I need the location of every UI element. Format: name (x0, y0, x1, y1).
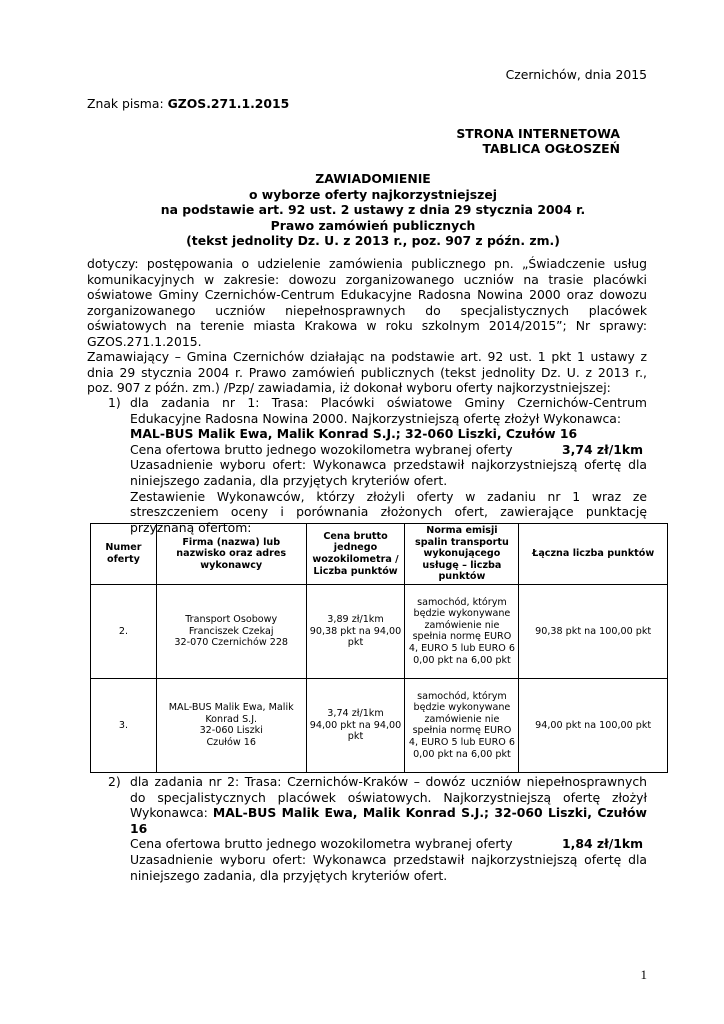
offer-total: 90,38 pkt na 100,00 pkt (519, 584, 668, 678)
document-title (87, 171, 659, 249)
norm-description: samochód, którym będzie wykonywane zamówienie nie spełnia normę EURO 4, EURO 5 lub EURO 6 (408, 690, 515, 749)
item-2-price-value: 1,84 zł/1km (562, 836, 643, 852)
reference-value: GZOS.271.1.2015 (167, 96, 290, 111)
offer-emission-norm (405, 678, 519, 772)
price-points: 90,38 pkt na 94,00 pkt (309, 625, 402, 649)
intro-paragraph: Zamawiający – Gmina Czernichów działając na podstawie art. 92 ust. 1 pkt 1 ustawy z dnia 29 stycznia 2004 r. Prawo zamówień publicznych (tekst jednolity Dz. U. z 2013 r., poz. 907 z późn. zm.) /Pzp/ zawiadamia, iż dokonał wyboru oferty najkorzystniejszej: (87, 349, 647, 396)
item-1-winner: MAL-BUS Malik Ewa, Malik Konrad S.J.; 32-060 Liszki, Czułów 16 (130, 426, 578, 442)
offer-total: 94,00 pkt na 100,00 pkt (519, 678, 668, 772)
item-1-justification: Uzasadnienie wyboru ofert: Wykonawca przedstawił najkorzystniejszą ofertę dla niniejszego zadania, dla przyjętych kryteriów ofert. (130, 457, 647, 488)
reference-label: Znak pisma: (87, 96, 168, 111)
title-line-3: na podstawie art. 92 ust. 2 ustawy z dnia 29 stycznia 2004 r. (160, 202, 586, 218)
page-number: 1 (640, 967, 647, 982)
item-2-price-label: Cena ofertowa brutto jednego wozokilometra wybranej oferty (130, 836, 513, 852)
item-1-price-line (130, 442, 647, 458)
offer-firm (156, 584, 306, 678)
firm-line: Transport Osobowy (185, 614, 278, 626)
offer-emission-norm (405, 584, 519, 678)
header-firm: Firma (nazwa) lub nazwisko oraz adres wykonawcy (156, 524, 306, 585)
firm-line: MAL-BUS Malik Ewa, Malik Konrad S.J. (168, 702, 294, 725)
norm-description: samochód, którym będzie wykonywane zamówienie nie spełnia normę EURO 4, EURO 5 lub EURO 6 (408, 596, 515, 655)
table-row (91, 678, 668, 772)
title-line-1: ZAWIADOMIENIE (315, 171, 431, 186)
place-date: Czernichów, dnia 2015 (505, 67, 647, 82)
firm-line: Czułów 16 (206, 737, 256, 749)
title-line-4: Prawo zamówień publicznych (270, 217, 476, 233)
item-1-summary: Zestawienie Wykonawców, którzy złożyli oferty w zadaniu nr 1 wraz ze streszczeniem oceny i porównania złożonych ofert, zawierające punktację przyznaną ofertom: (130, 488, 647, 535)
offer-firm (156, 678, 306, 772)
price-value: 3,89 zł/1km (327, 614, 384, 626)
firm-line: Franciszek Czekaj (188, 625, 274, 637)
header-offer-number: Numer oferty (91, 524, 157, 585)
item-1 (130, 395, 647, 535)
subject-paragraph: dotyczy: postępowania o udzielenie zamówienia publicznego pn. „Świadczenie usług komunikacyjnych w zakresie: dowozu zorganizowanego uczniów na trasie placówki oświatowe Gminy Czernichów-Centrum Edukacyjne Radosna Nowina 2000 oraz dowozu zorganizowanego uczniów niepełnosprawnych do specjalistycznych placówek oświatowych na terenie miasta Krakowa w roku szkolnym 2014/2015”; Nr sprawy: GZOS.271.1.2015. (87, 256, 647, 349)
item-2-text: dla zadania nr 2: Trasa: Czernichów-Kraków – dowóz uczniów niepełnosprawnych do specjalistycznych placówek oświatowych. Najkorzystniejszą ofertę złożył Wykonawca: (130, 774, 647, 821)
offer-price (306, 584, 405, 678)
offer-price (306, 678, 405, 772)
table-row (91, 584, 668, 678)
addressee-notice-board: TABLICA OGŁOSZEŃ (482, 141, 620, 156)
price-points: 94,00 pkt na 94,00 pkt (309, 719, 402, 743)
price-value: 3,74 zł/1km (327, 708, 384, 720)
addressee-website: STRONA INTERNETOWA (456, 126, 620, 141)
offer-number: 2. (91, 584, 157, 678)
offer-number: 3. (91, 678, 157, 772)
item-1-text: dla zadania nr 1: Trasa: Placówki oświatowe Gminy Czernichów-Centrum Edukacyjne Radosna Nowina 2000. Najkorzystniejszą ofertę złożył Wykonawca: (130, 395, 647, 426)
norm-points: 0,00 pkt na 6,00 pkt (413, 748, 511, 760)
offers-table (90, 523, 668, 773)
header-emission-norm: Norma emisji spalin transportu wykonującego usługę – liczba punktów (405, 524, 519, 585)
item-2-number: 2) (108, 774, 121, 789)
item-2-justification: Uzasadnienie wyboru ofert: Wykonawca przedstawił najkorzystniejszą ofertę dla niniejszego zadania, dla przyjętych kryteriów ofert. (130, 851, 647, 883)
item-1-price-value: 3,74 zł/1km (562, 441, 643, 457)
table-header-row (91, 524, 668, 585)
item-1-price-label: Cena ofertowa brutto jednego wozokilometra wybranej oferty (130, 441, 513, 457)
item-2-text-block (130, 774, 647, 836)
norm-points: 0,00 pkt na 6,00 pkt (413, 654, 511, 666)
title-line-5: (tekst jednolity Dz. U. z 2013 r., poz. 907 z późn. zm.) (186, 233, 560, 249)
title-line-2: o wyborze oferty najkorzystniejszej (248, 186, 497, 202)
reference-number (87, 96, 289, 112)
item-1-number: 1) (108, 395, 121, 410)
firm-line: 32-070 Czernichów 228 (174, 637, 289, 649)
firm-line: 32-060 Liszki (199, 725, 263, 737)
item-2 (130, 774, 647, 883)
item-2-price-line (130, 836, 647, 852)
header-total-points: Łączna liczba punktów (519, 524, 668, 585)
item-2-winner: MAL-BUS Malik Ewa, Malik Konrad S.J.; 32-060 Liszki, Czułów 16 (130, 805, 648, 836)
header-price: Cena brutto jednego wozokilometra / Liczba punktów (306, 524, 405, 585)
